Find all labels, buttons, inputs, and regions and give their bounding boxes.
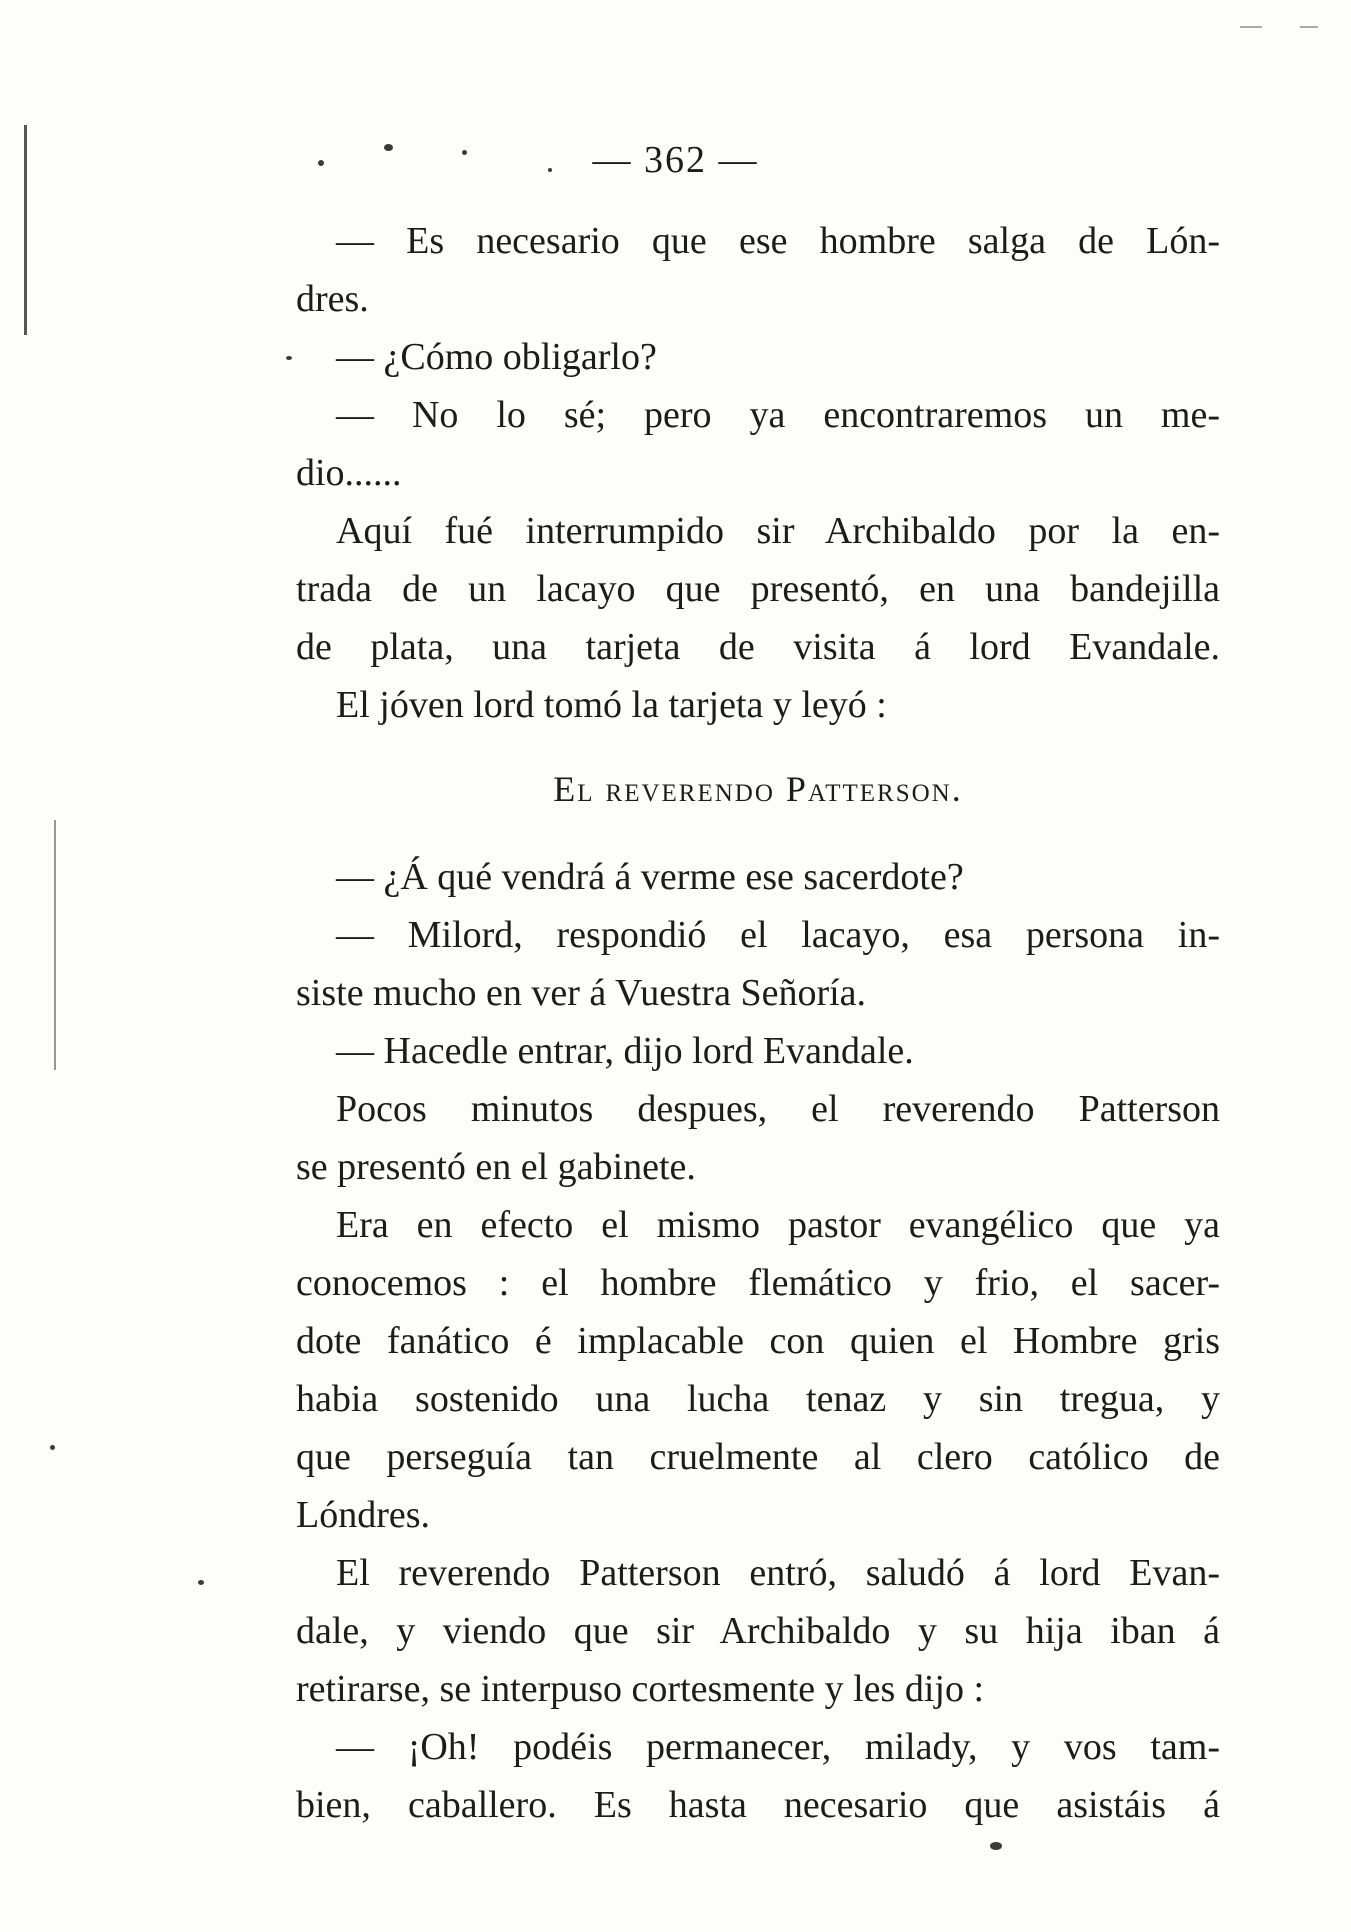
scan-edge-line <box>54 820 56 1070</box>
scan-edge-line <box>1300 26 1318 28</box>
paragraph <box>296 328 1220 386</box>
text-line: Pocos minutos despues, el reverendo Patterson <box>336 1088 1220 1130</box>
text-line: retirarse, se interpuso cortesmente y les dijo : <box>296 1668 985 1710</box>
paragraph <box>296 848 1220 906</box>
text-line: dale, y viendo que sir Archibaldo y su hija iban á <box>296 1610 1220 1652</box>
text-line: — Milord, respondió el lacayo, esa persona in- <box>336 914 1220 956</box>
text-line: — ¡Oh! podéis permanecer, milady, y vos tam- <box>336 1726 1220 1768</box>
paragraph <box>296 212 1220 328</box>
text-line: — Hacedle entrar, dijo lord Evandale. <box>336 1030 914 1072</box>
text-line: Aquí fué interrumpido sir Archibaldo por la en- <box>336 510 1220 552</box>
scan-speck <box>50 1445 55 1450</box>
text-line: El reverendo Patterson entró, saludó á lord Evan- <box>336 1552 1220 1594</box>
text-line: Era en efecto el mismo pastor evangélico que ya <box>336 1204 1220 1246</box>
text-line: se presentó en el gabinete. <box>296 1146 696 1188</box>
paragraph <box>296 1544 1220 1718</box>
scan-speck <box>990 1842 1002 1850</box>
text-line: dio...... <box>296 452 402 494</box>
paragraph <box>296 676 1220 734</box>
text-line: — Es necesario que ese hombre salga de Lón- <box>336 220 1220 262</box>
text-line: que perseguía tan cruelmente al clero católico de <box>296 1436 1220 1478</box>
text-line: — ¿Cómo obligarlo? <box>336 336 657 378</box>
paragraph <box>296 1080 1220 1196</box>
text-line: conocemos : el hombre flemático y frio, el sacer- <box>296 1262 1220 1304</box>
scan-speck <box>198 1580 204 1585</box>
paragraph <box>296 386 1220 502</box>
scan-speck <box>286 356 292 360</box>
text-line: Lóndres. <box>296 1494 431 1536</box>
paragraph <box>296 502 1220 676</box>
page-number: — 362 — <box>592 139 759 181</box>
paragraph <box>296 1022 1220 1080</box>
card-heading: El reverendo Patterson. <box>553 769 963 809</box>
text-line: trada de un lacayo que presentó, en una bandejilla <box>296 568 1220 610</box>
text-line: habia sostenido una lucha tenaz y sin tregua, y <box>296 1378 1220 1420</box>
body-text <box>296 212 1220 1834</box>
text-line: siste mucho en ver á Vuestra Señoría. <box>296 972 867 1014</box>
text-line: — No lo sé; pero ya encontraremos un me- <box>336 394 1220 436</box>
paragraph <box>296 1718 1220 1834</box>
text-line: dote fanático é implacable con quien el Hombre gris <box>296 1320 1220 1362</box>
text-line: dres. <box>296 278 369 320</box>
text-line: El jóven lord tomó la tarjeta y leyó : <box>336 684 887 726</box>
text-line: bien, caballero. Es hasta necesario que asistáis á <box>296 1784 1220 1826</box>
paragraph <box>296 1196 1220 1544</box>
scan-edge-line <box>1240 26 1262 28</box>
paragraph <box>296 906 1220 1022</box>
text-line: de plata, una tarjeta de visita á lord Evandale. <box>296 626 1220 668</box>
text-line: — ¿Á qué vendrá á verme ese sacerdote? <box>336 856 964 898</box>
